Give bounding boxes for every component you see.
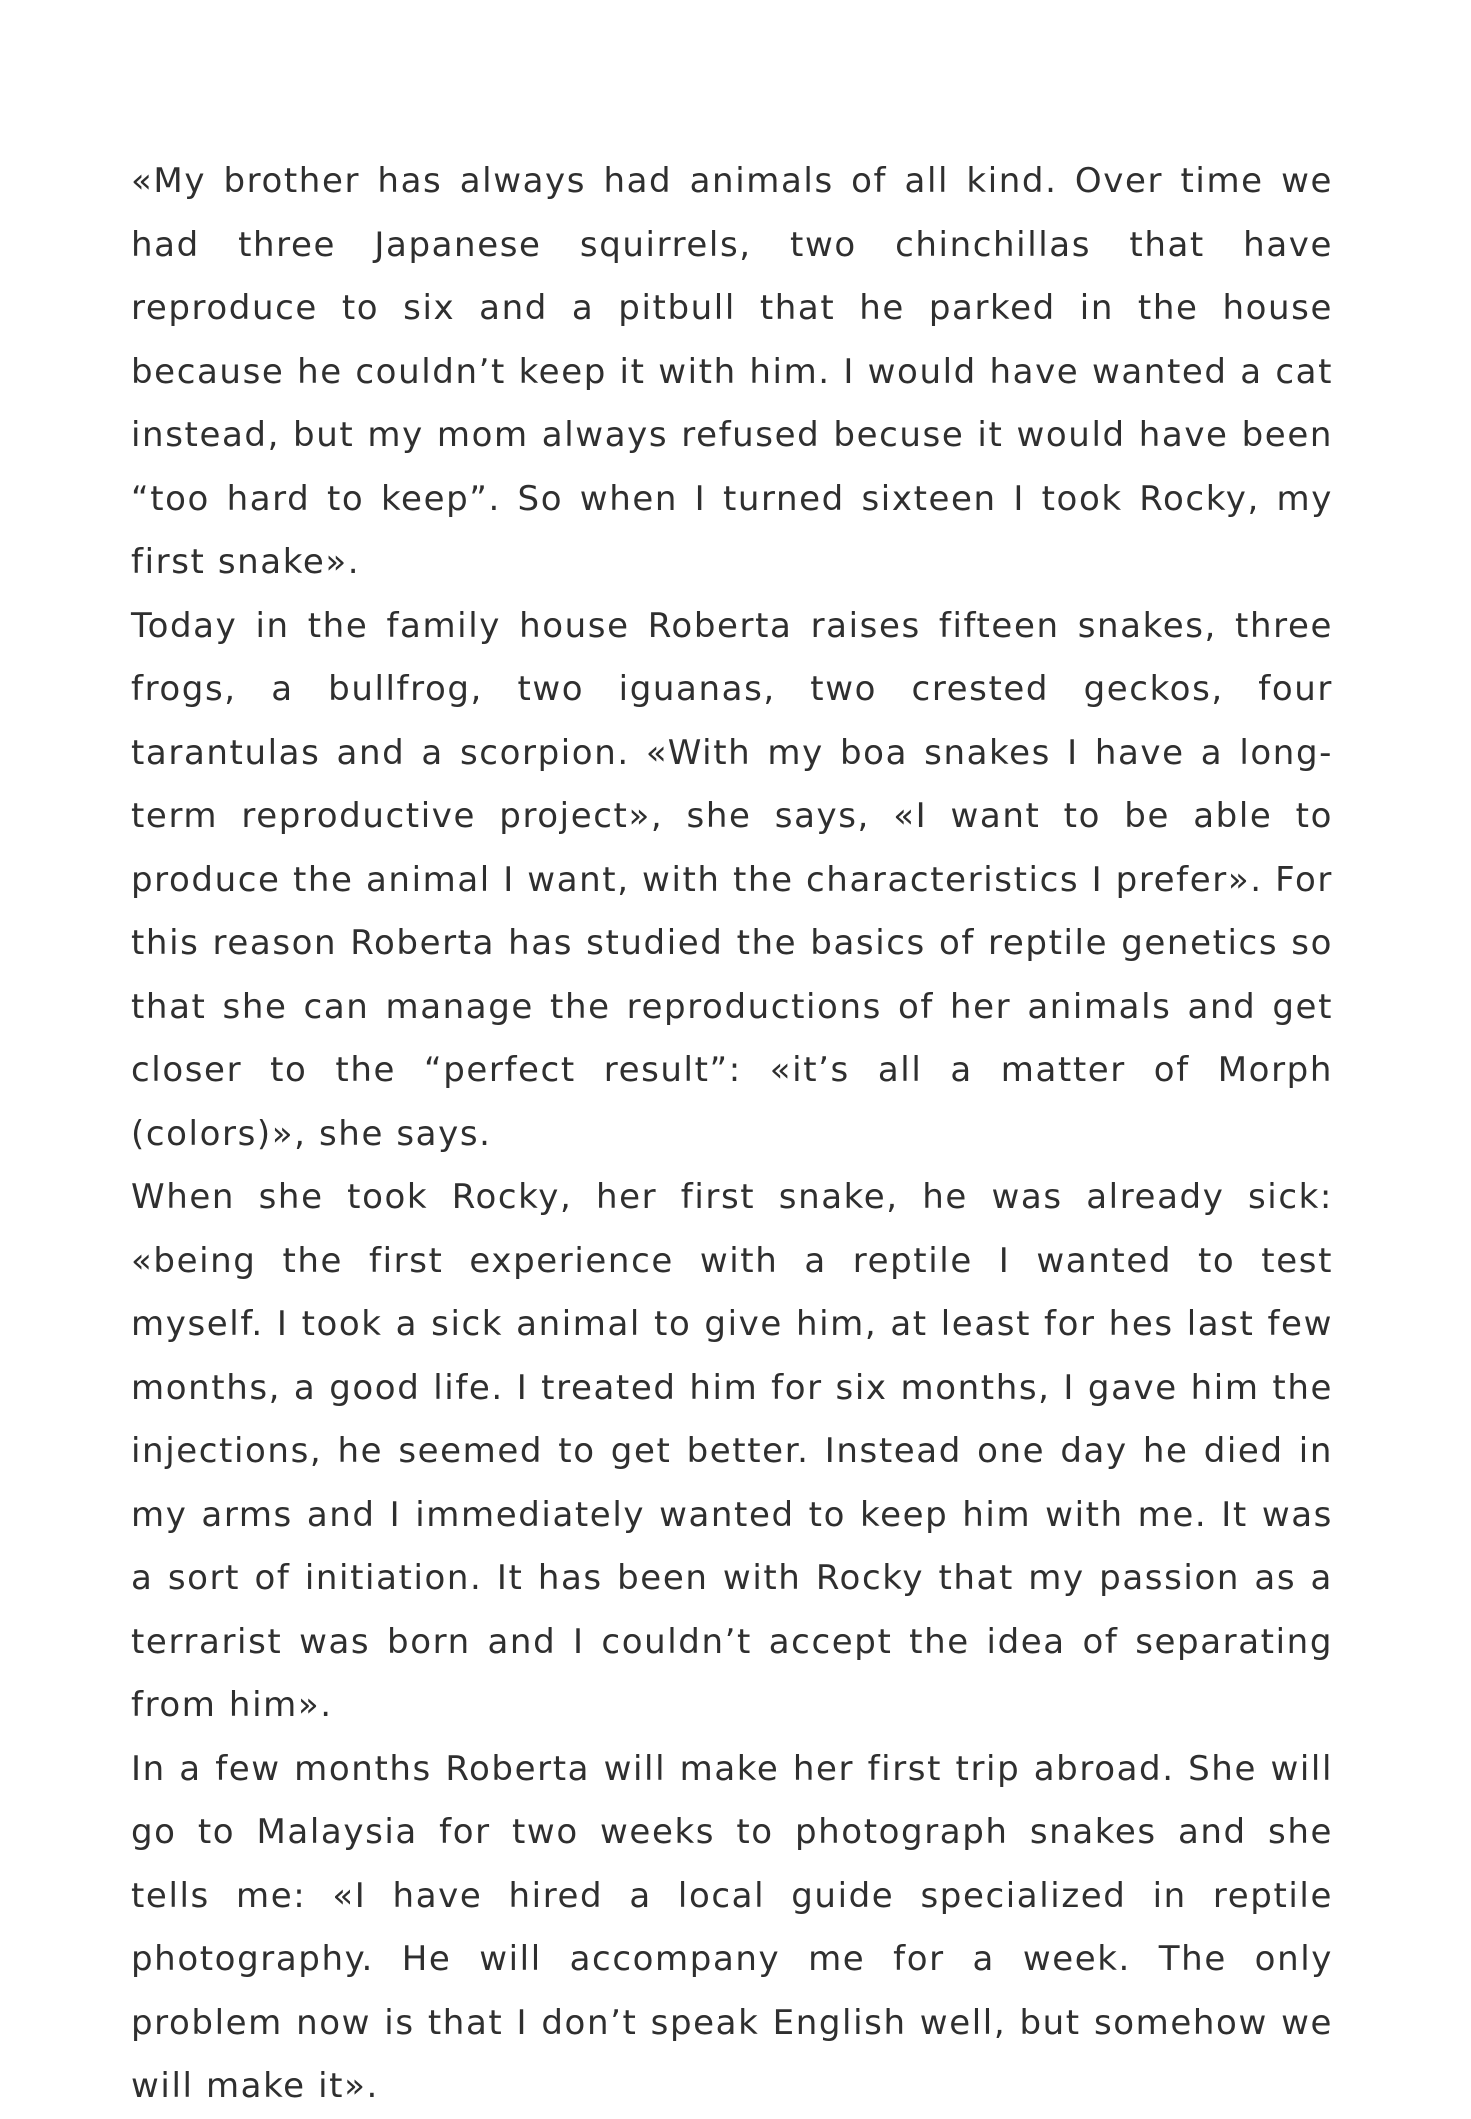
- paragraph-brother-animals: «My brother has always had animals of all kind. Over time we had three Japanese squirrels, two chinchillas that have reproduce to six and a pitbull that he parked in the house because he couldn’t keep it with him. I would have wanted a cat instead, but my mom always refused becuse it would have been “too hard to keep”. So when I turned sixteen I took Rocky, my first snake».: [131, 161, 1333, 582]
- paragraph-family-house: Today in the family house Roberta raises fifteen snakes, three frogs, a bullfrog, two iguanas, two crested geckos, four tarantulas and a scorpion. «With my boa snakes I have a long-term reproductive project», she says, «I want to be able to produce the animal I want, with the characteristics I prefer». For this reason Roberta has studied the basics of reptile genetics so that she can manage the reproductions of her animals and get closer to the “perfect result”: «it’s all a matter of Morph (colors)», she says.: [131, 605, 1333, 1154]
- article-body: [131, 150, 1333, 2119]
- paragraph-rocky-first-snake: When she took Rocky, her first snake, he was already sick: «being the first experience with a reptile I wanted to test myself. I took a sick animal to give him, at least for hes last few months, a good life. I treated him for six months, I gave him the injections, he seemed to get better. Instead one day he died in my arms and I immediately wanted to keep him with me. It was a sort of initiation. It has been with Rocky that my passion as a terrarist was born and I couldn’t accept the idea of separating from him».: [131, 1177, 1333, 1725]
- paragraph-malaysia-trip: In a few months Roberta will make her first trip abroad. She will go to Malaysia for two weeks to photograph snakes and she tells me: «I have hired a local guide specialized in reptile photography. He will accompany me for a week. The only problem now is that I don’t speak English well, but somehow we will make it».: [131, 1748, 1333, 2106]
